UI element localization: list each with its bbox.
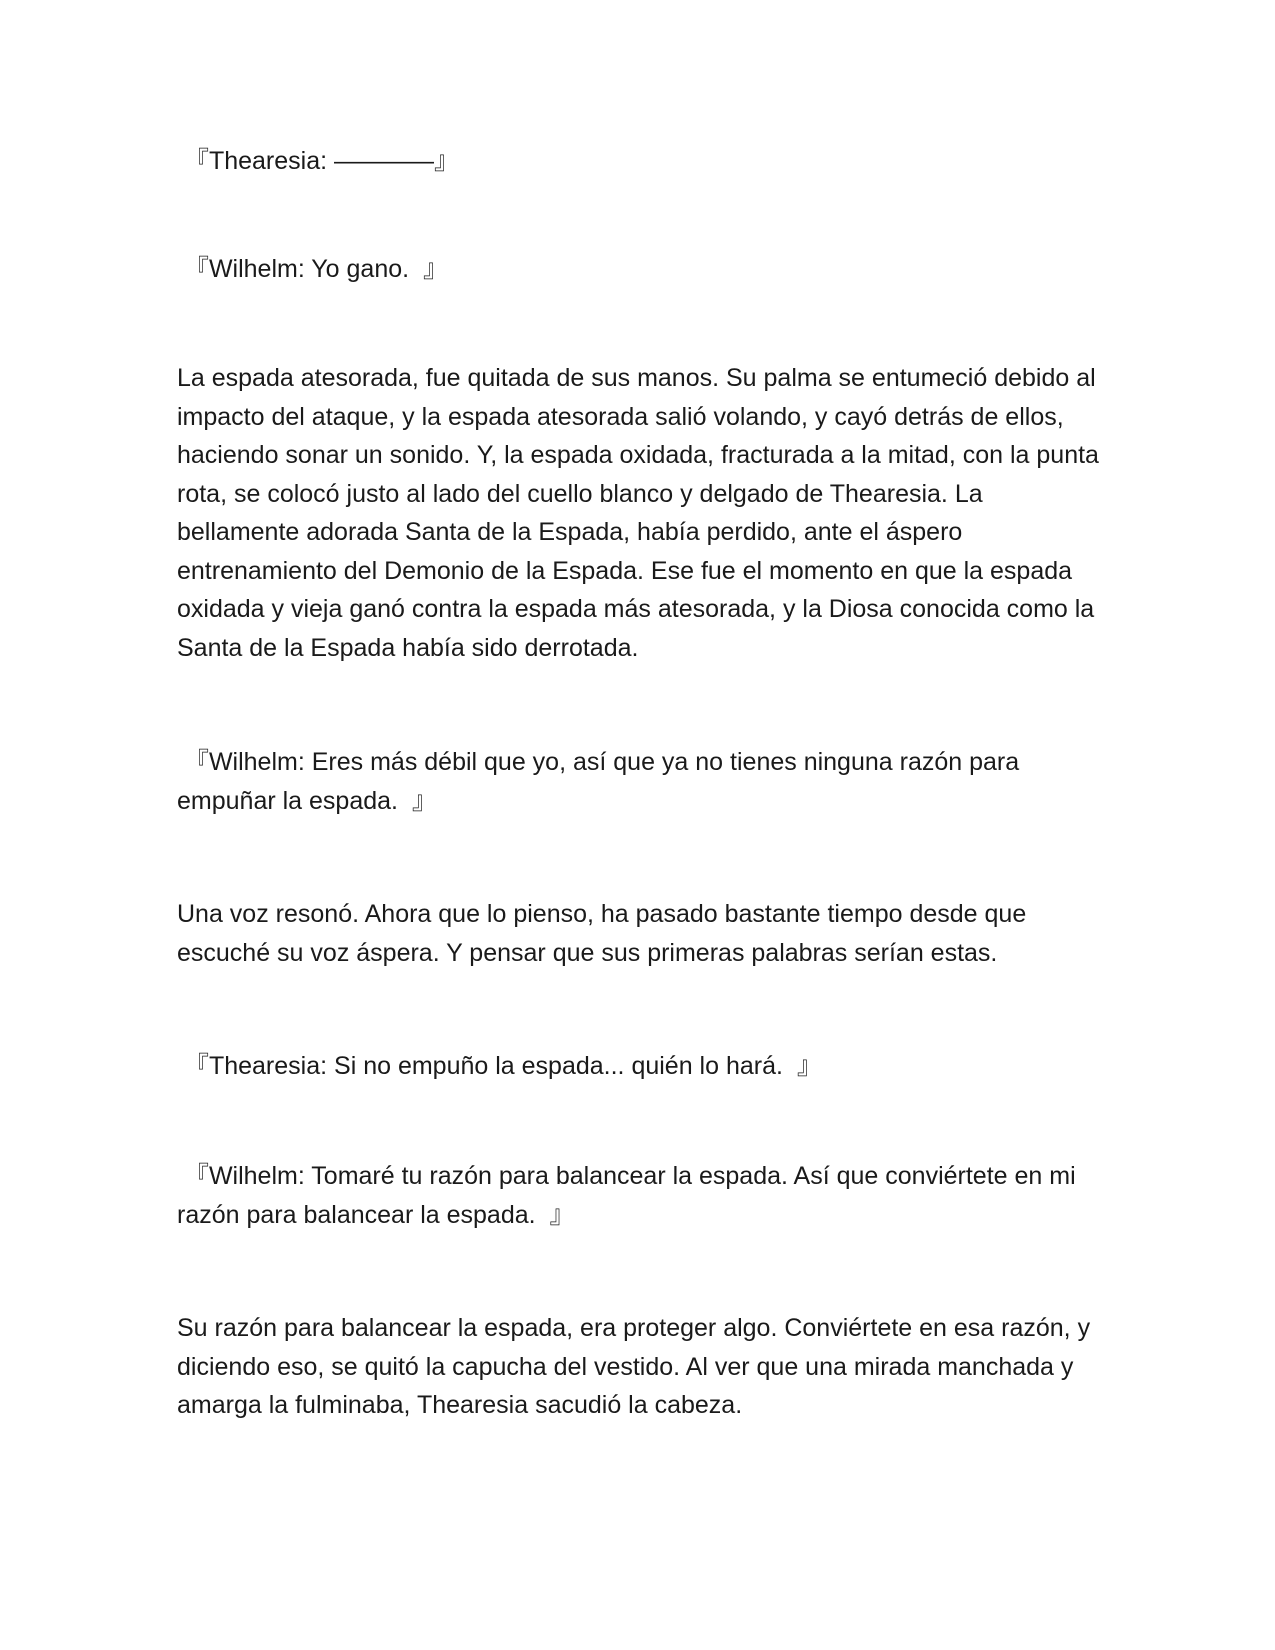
dialogue-thearesia-silence: 『Thearesia: ――――』 (177, 147, 460, 175)
dialogue-wilhelm-eres-mas-debil: 『Wilhelm: Eres más débil que yo, así que ya no tienes ninguna razón para empuñar la espada. 』 (177, 748, 1027, 815)
dialogue-wilhelm-tomare: 『Wilhelm: Tomaré tu razón para balancear la espada. Así que conviértete en mi razón para balancear la espada. 』 (177, 1162, 1083, 1229)
narration-paragraph-3: Su razón para balancear la espada, era proteger algo. Conviértete en esa razón, y diciendo eso, se quitó la capucha del vestido. Al ver que una mirada manchada y amarga la fulminaba, Thearesia sacudió la cabeza. (177, 1314, 1098, 1419)
narration-paragraph-2: Una voz resonó. Ahora que lo pienso, ha pasado bastante tiempo desde que escuché su voz áspera. Y pensar que sus primeras palabras serían estas. (177, 900, 1034, 967)
dialogue-wilhelm-yo-gano: 『Wilhelm: Yo gano. 』 (177, 255, 448, 283)
narration-paragraph-1: La espada atesorada, fue quitada de sus manos. Su palma se entumeció debido al impacto del ataque, y la espada atesorada salió volando, y cayó detrás de ellos, haciendo sonar un sonido. Y, la espada oxidada, fracturada a la mitad, con la punta rota, se colocó justo al lado del cuello blanco y delgado de Thearesia. La bellamente adorada Santa de la Espada, había perdido, ante el áspero entrenamiento del Demonio de la Espada. Ese fue el momento en que la espada oxidada y vieja ganó contra la espada más atesorada, y la Diosa conocida como la Santa de la Espada había sido derrotada. (177, 364, 1106, 662)
dialogue-thearesia-si-no-empuno: 『Thearesia: Si no empuño la espada... quién lo hará. 』 (177, 1052, 822, 1080)
